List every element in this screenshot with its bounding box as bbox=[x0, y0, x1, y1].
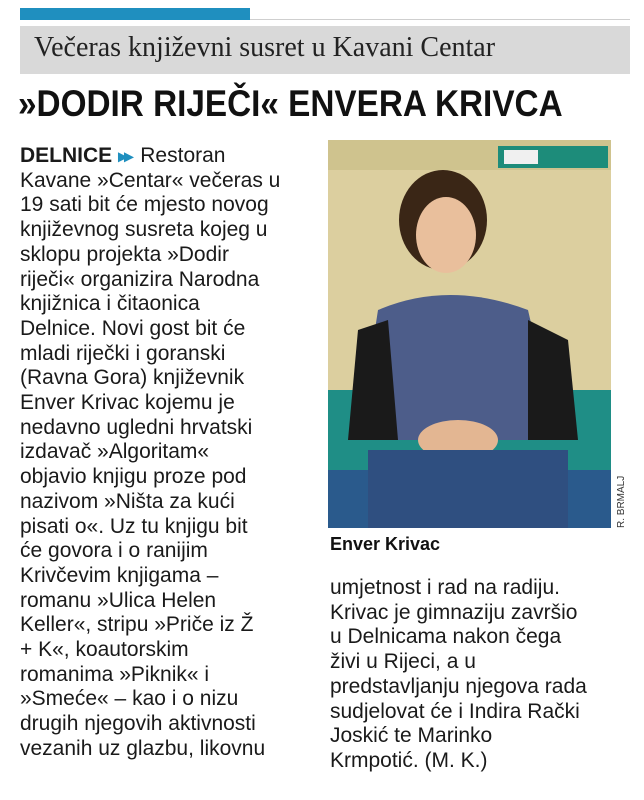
body-line: književnog susreta kojeg u bbox=[20, 218, 268, 242]
body-line: mladi riječki i goranski bbox=[20, 341, 226, 365]
kicker-banner bbox=[20, 26, 630, 74]
column-1-body bbox=[20, 169, 320, 762]
photo-caption: Enver Krivac bbox=[330, 534, 441, 554]
body-line: drugih njegovih aktivnosti bbox=[20, 712, 256, 736]
body-line: pisati o«. Uz tu knjigu bit bbox=[20, 514, 248, 538]
body-line: nazivom »Ništa za kući bbox=[20, 489, 235, 513]
headline: »DODIR RIJEČI« ENVERA KRIVCA bbox=[18, 83, 563, 124]
body-line: Krivac je gimnaziju završio bbox=[330, 600, 578, 624]
jeans bbox=[368, 450, 568, 528]
body-line: + K«, koautorskim bbox=[20, 638, 189, 662]
body-line: Delnice. Novi gost bit će bbox=[20, 316, 246, 340]
double-chevron-right-icon: ▸▸ bbox=[118, 146, 131, 166]
face bbox=[416, 197, 476, 273]
photo-illustration bbox=[328, 140, 611, 528]
body-line: (Ravna Gora) književnik bbox=[20, 366, 245, 390]
body-line: 19 sati bit će mjesto novog bbox=[20, 193, 269, 217]
body-line: Joskić te Marinko bbox=[330, 724, 493, 748]
article-column-1 bbox=[20, 144, 320, 762]
body-line: Keller«, stripu »Priče iz Ž bbox=[20, 613, 254, 637]
body-line: nedavno ugledni hrvatski bbox=[20, 415, 253, 439]
body-line: umjetnost i rad na radiju. bbox=[330, 576, 560, 599]
photo-credit: R. BRMALJ bbox=[616, 475, 627, 528]
body-line: sudjelovat će i Indira Rački bbox=[330, 699, 580, 723]
body-line: romanu »Ulica Helen bbox=[20, 588, 217, 612]
body-line: vezanih uz glazbu, likovnu bbox=[20, 736, 266, 760]
body-line: će govora i o ranijim bbox=[20, 539, 208, 563]
body-line: riječi« organizira Narodna bbox=[20, 267, 260, 291]
body-line: predstavljanju njegova rada bbox=[330, 674, 587, 698]
dateline: DELNICE bbox=[20, 144, 113, 167]
body-line: Krivčevim knjigama – bbox=[20, 563, 219, 587]
kicker-text: Večeras književni susret u Kavani Centar bbox=[34, 32, 496, 63]
body-line: Krmpotić. (M. K.) bbox=[330, 748, 488, 772]
body-line: romanima »Piknik« i bbox=[20, 662, 210, 686]
body-line: objavio knjigu proze pod bbox=[20, 465, 247, 489]
body-line: »Smeće« – kao i o nizu bbox=[20, 687, 239, 711]
author-photo bbox=[328, 140, 611, 528]
body-line: u Delnicama nakon čega bbox=[330, 625, 562, 649]
body-line: sklopu projekta »Dodir bbox=[20, 242, 229, 266]
lead-line bbox=[20, 144, 320, 169]
body-line: Kavane »Centar« večeras u bbox=[20, 168, 281, 192]
body-line: živi u Rijeci, a u bbox=[330, 650, 476, 674]
body-line: izdavač »Algoritam« bbox=[20, 440, 210, 464]
section-color-bar bbox=[20, 8, 250, 20]
body-line: knjižnica i čitaonica bbox=[20, 292, 200, 316]
lead-text: Restoran bbox=[140, 144, 226, 167]
top-rule bbox=[250, 19, 630, 20]
article-column-2 bbox=[330, 576, 630, 774]
body-line: Enver Krivac kojemu je bbox=[20, 391, 235, 415]
